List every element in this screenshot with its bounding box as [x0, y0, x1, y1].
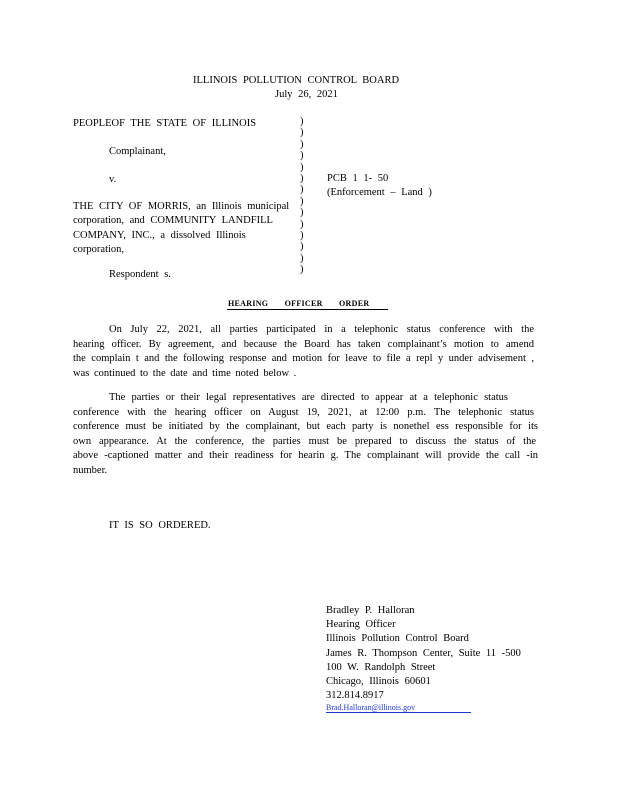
case-type: (Enforcement – Land ): [327, 187, 432, 198]
paren: ): [300, 218, 304, 230]
order-date: July 26, 2021: [275, 89, 338, 100]
respondent-line: THE CITY OF MORRIS, an Illinois municipal: [73, 201, 290, 212]
paragraph-1: [73, 323, 534, 381]
respondent-role: Respondent s.: [109, 269, 171, 280]
email-underline: [326, 712, 471, 713]
paren: ): [300, 195, 304, 207]
paren: ): [300, 252, 304, 264]
paren: ): [300, 172, 304, 184]
paragraph-line: hearing officer. By agreement, and because the Board has taken complainant’s motion to amend: [73, 338, 534, 350]
signature-phone: 312.814.8917: [326, 690, 384, 702]
respondent-block: [73, 200, 289, 257]
paren: ): [300, 264, 304, 276]
signature-email-link[interactable]: Brad.Halloran@illinois.gov: [326, 703, 416, 712]
complainant-role: Complainant,: [109, 146, 166, 157]
paragraph-line: above -captioned matter and their readiness for hearin g. The complainant will provide the call -in: [73, 450, 538, 462]
respondent-line: corporation,: [73, 243, 125, 255]
paren: ): [300, 207, 304, 219]
order-title-underline: [227, 309, 388, 310]
signature-agency: Illinois Pollution Control Board: [326, 633, 469, 645]
paragraph-line: conference must be initiated by the complainant, but each party is nonethel ess responsible for its: [73, 421, 538, 433]
paren: ): [300, 161, 304, 173]
versus-label: v.: [109, 174, 117, 185]
case-number: PCB 1 1- 50: [327, 173, 389, 184]
respondent-line: COMPANY, INC., a dissolved Illinois: [73, 229, 246, 241]
paragraph-line: The parties or their legal representatives are directed to appear at a telephonic status: [109, 392, 508, 403]
paragraph-line: the complain t and the following response and motion for leave to file a repl y under advisement ,: [73, 353, 534, 365]
order-title: [228, 299, 369, 308]
paragraph-line: On July 22, 2021, all parties participated in a telephonic status conference with the: [109, 324, 534, 335]
paren: ): [300, 127, 304, 139]
paren: ): [300, 116, 304, 127]
board-name: ILLINOIS POLLUTION CONTROL BOARD: [193, 75, 400, 86]
closing-statement: IT IS SO ORDERED.: [109, 520, 211, 531]
paren: ): [300, 184, 304, 196]
paren: ): [300, 150, 304, 162]
paragraph-line: number.: [73, 464, 108, 476]
paragraph-2: [73, 391, 538, 479]
paren: ): [300, 138, 304, 150]
paren: ): [300, 241, 304, 253]
complainant-name: PEOPLEOF THE STATE OF ILLINOIS: [73, 118, 257, 129]
order-title-text: HEARING OFFICER ORDER: [228, 299, 370, 308]
signature-building: James R. Thompson Center, Suite 11 -500: [326, 647, 521, 659]
signature-street: 100 W. Randolph Street: [326, 661, 436, 673]
respondent-line: corporation, and COMMUNITY LANDFILL: [73, 215, 273, 227]
signature-name: Bradley P. Halloran: [326, 605, 415, 616]
paragraph-line: was continued to the date and time noted below .: [73, 367, 297, 379]
signature-title: Hearing Officer: [326, 619, 396, 631]
caption-parens: [300, 116, 304, 275]
paren: ): [300, 229, 304, 241]
paragraph-line: own appearance. At the conference, the parties must be prepared to discuss the status of the: [73, 435, 536, 447]
signature-block: [326, 604, 521, 703]
signature-city: Chicago, Illinois 60601: [326, 676, 431, 688]
paragraph-line: conference with the hearing officer on August 19, 2021, at 12:00 p.m. The telephonic status: [73, 406, 534, 418]
